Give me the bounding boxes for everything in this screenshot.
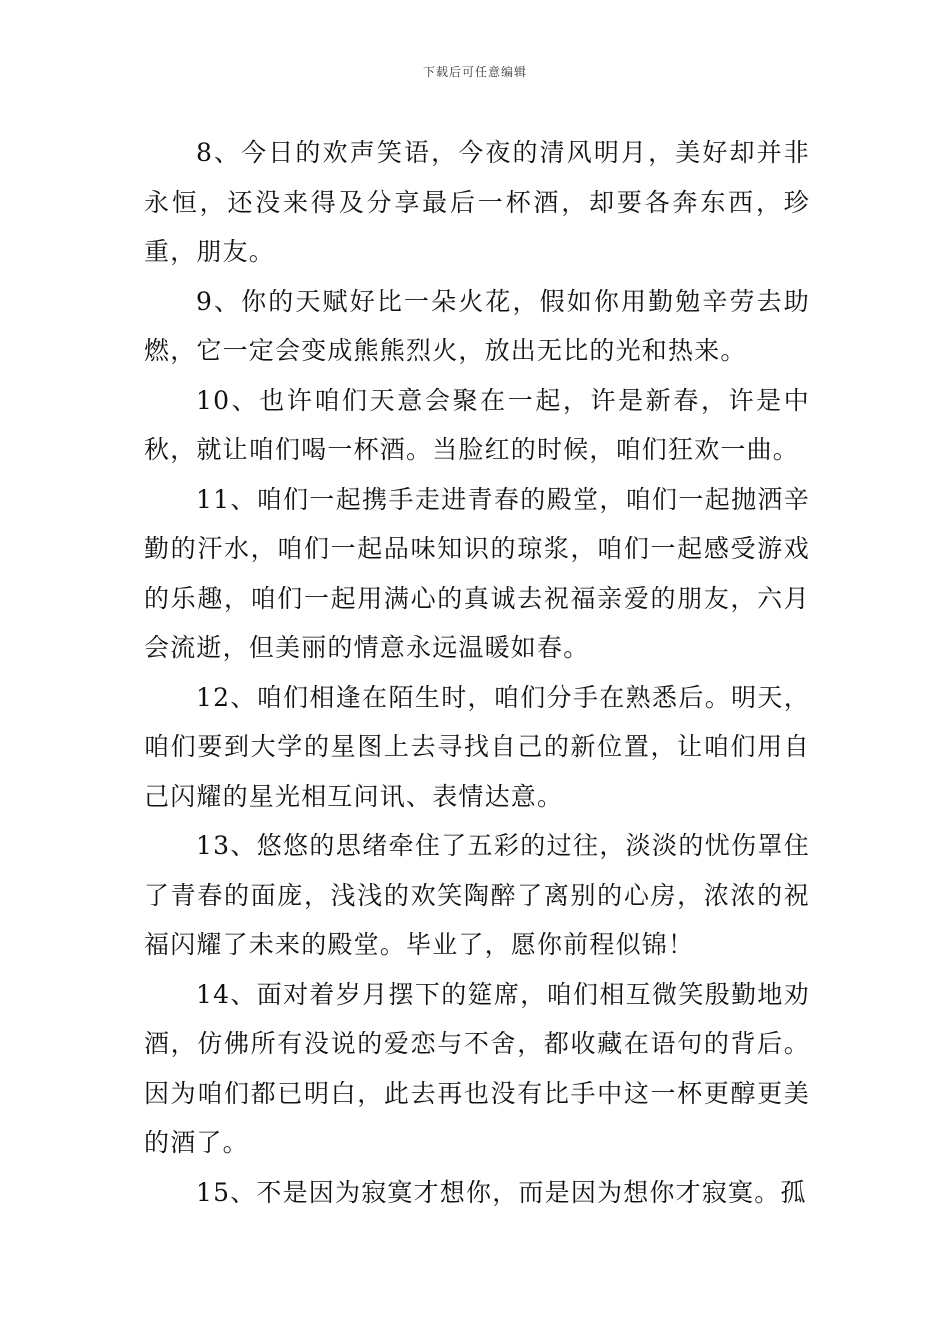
header-note: 下载后可任意编辑 [422, 65, 527, 79]
paragraph-15: 15、不是因为寂寞才想你，而是因为想你才寂寞。孤 [196, 1177, 807, 1207]
paragraph-11: 11、咱们一起携手走进青春的殿堂，咱们一起抛洒辛勤的汗水，咱们一起品味知识的琼浆，咱们一起感受游戏的乐趣，咱们一起用满心的真诚去祝福亲爱的朋友，六月会流逝，但美丽的情意永远温暖如春。 [144, 484, 810, 662]
paragraph-9: 9、你的天赋好比一朵火花，假如你用勤勉辛劳去助燃，它一定会变成熊熊烈火，放出无比的光和热来。 [144, 286, 810, 365]
paragraph-8: 8、今日的欢声笑语，今夜的清风明月，美好却并非永恒，还没来得及分享最后一杯酒，却要各奔东西，珍重，朋友。 [144, 138, 810, 266]
document-body [144, 128, 810, 1217]
paragraph-13: 13、悠悠的思绪牵住了五彩的过往，淡淡的忧伤罩住了青春的面庞，浅浅的欢笑陶醉了离别的心房，浓浓的祝福闪耀了未来的殿堂。毕业了，愿你前程似锦！ [144, 831, 810, 959]
paragraph-14: 14、面对着岁月摆下的筵席，咱们相互微笑殷勤地劝酒，仿佛所有没说的爱恋与不舍，都收藏在语句的背后。因为咱们都已明白，此去再也没有比手中这一杯更醇更美的酒了。 [144, 979, 810, 1157]
paragraph-10: 10、也许咱们天意会聚在一起，许是新春，许是中秋，就让咱们喝一杯酒。当脸红的时候，咱们狂欢一曲。 [144, 385, 810, 464]
paragraph-12: 12、咱们相逢在陌生时，咱们分手在熟悉后。明天，咱们要到大学的星图上去寻找自己的新位置，让咱们用自己闪耀的星光相互问讯、表情达意。 [144, 682, 810, 811]
